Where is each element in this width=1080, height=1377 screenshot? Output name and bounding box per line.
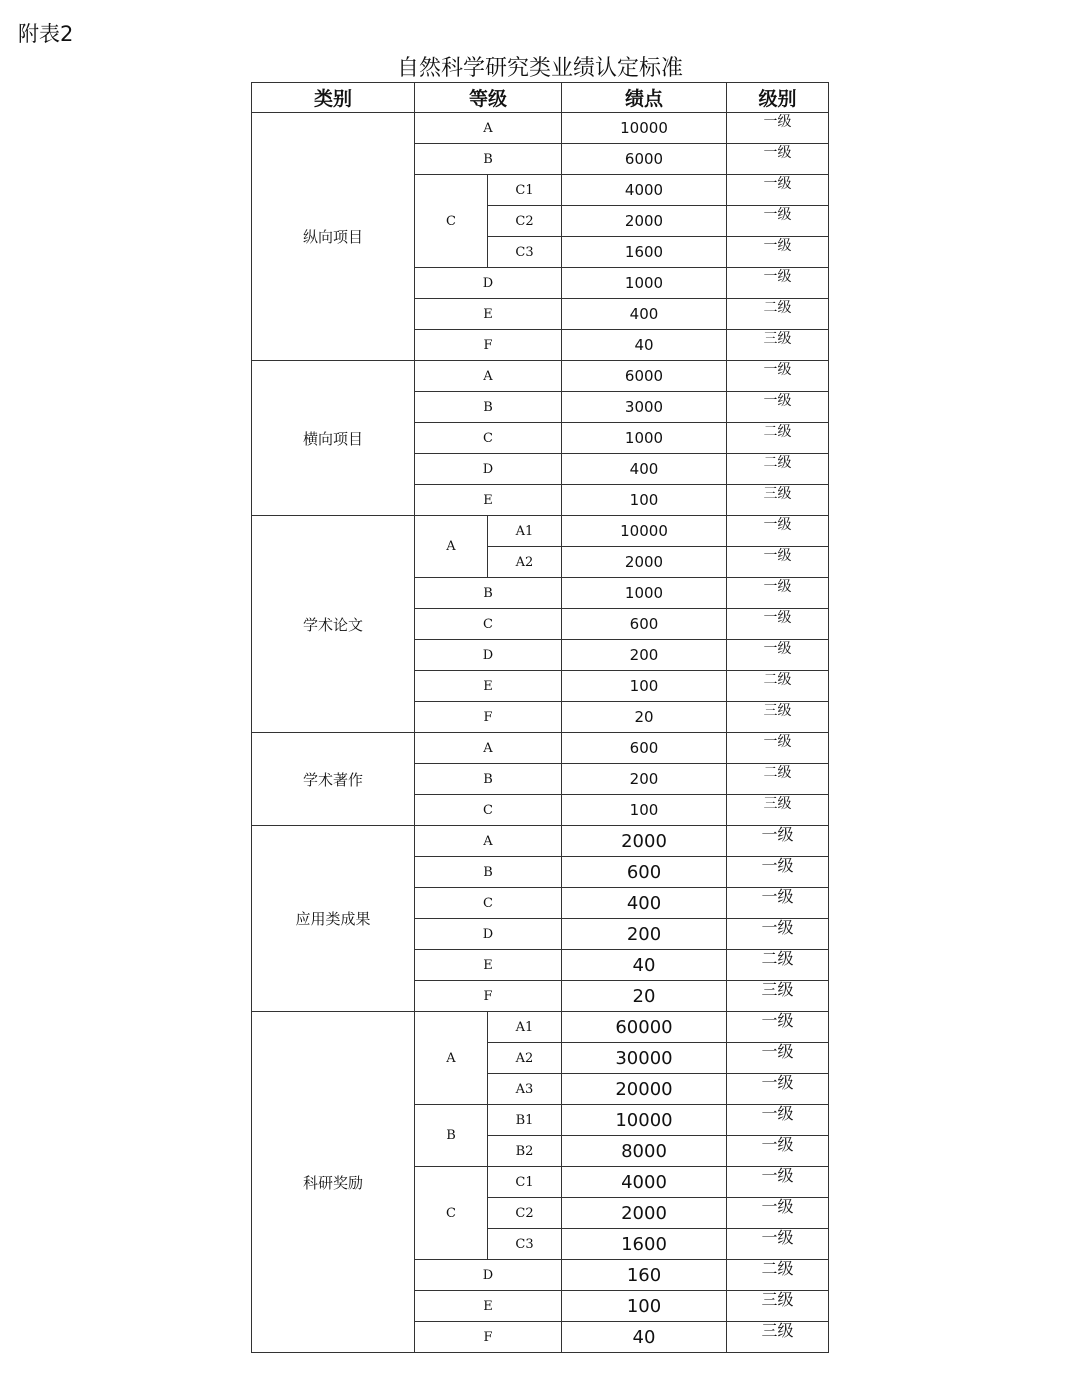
- header-grade: 等级: [415, 83, 562, 113]
- points-cell: 2000: [562, 1198, 727, 1229]
- sub-grade-cell: C1: [488, 1167, 562, 1198]
- level-cell: 一级: [727, 175, 829, 206]
- level-cell: 一级: [727, 516, 829, 547]
- level-cell: 一级: [727, 857, 829, 888]
- points-cell: 600: [562, 857, 727, 888]
- level-cell: 二级: [727, 299, 829, 330]
- table-row: [252, 1012, 829, 1043]
- table-row: [252, 361, 829, 392]
- points-cell: 60000: [562, 1012, 727, 1043]
- level-cell: 一级: [727, 1136, 829, 1167]
- grade-cell: C: [415, 888, 562, 919]
- points-cell: 10000: [562, 113, 727, 144]
- points-cell: 160: [562, 1260, 727, 1291]
- grade-cell: D: [415, 640, 562, 671]
- points-cell: 20000: [562, 1074, 727, 1105]
- sub-grade-cell: A1: [488, 516, 562, 547]
- sub-grade-cell: C2: [488, 1198, 562, 1229]
- points-cell: 6000: [562, 361, 727, 392]
- grade-cell: C: [415, 1167, 488, 1260]
- points-cell: 20: [562, 702, 727, 733]
- level-cell: 一级: [727, 919, 829, 950]
- grade-cell: C: [415, 795, 562, 826]
- level-cell: 一级: [727, 578, 829, 609]
- grade-cell: A: [415, 826, 562, 857]
- grade-cell: A: [415, 733, 562, 764]
- level-cell: 三级: [727, 1322, 829, 1353]
- grade-cell: C: [415, 423, 562, 454]
- sub-grade-cell: C2: [488, 206, 562, 237]
- sub-grade-cell: C1: [488, 175, 562, 206]
- points-cell: 40: [562, 330, 727, 361]
- points-cell: 100: [562, 485, 727, 516]
- points-cell: 10000: [562, 516, 727, 547]
- level-cell: 一级: [727, 361, 829, 392]
- grade-cell: A: [415, 1012, 488, 1105]
- grade-cell: B: [415, 392, 562, 423]
- level-cell: 三级: [727, 795, 829, 826]
- grade-cell: D: [415, 919, 562, 950]
- points-cell: 6000: [562, 144, 727, 175]
- performance-table: [251, 82, 829, 1353]
- level-cell: 二级: [727, 1260, 829, 1291]
- points-cell: 2000: [562, 826, 727, 857]
- grade-cell: E: [415, 485, 562, 516]
- grade-cell: F: [415, 981, 562, 1012]
- table-title: 自然科学研究类业绩认定标准: [396, 56, 683, 81]
- category-cell: 纵向项目: [252, 113, 415, 361]
- grade-cell: B: [415, 857, 562, 888]
- points-cell: 1000: [562, 268, 727, 299]
- category-cell: 横向项目: [252, 361, 415, 516]
- level-cell: 一级: [727, 392, 829, 423]
- grade-cell: C: [415, 609, 562, 640]
- level-cell: 一级: [727, 1043, 829, 1074]
- level-cell: 二级: [727, 950, 829, 981]
- level-cell: 三级: [727, 702, 829, 733]
- sub-grade-cell: A1: [488, 1012, 562, 1043]
- sub-grade-cell: C3: [488, 237, 562, 268]
- level-cell: 一级: [727, 733, 829, 764]
- grade-cell: B: [415, 578, 562, 609]
- level-cell: 一级: [727, 206, 829, 237]
- points-cell: 200: [562, 640, 727, 671]
- points-cell: 4000: [562, 175, 727, 206]
- points-cell: 600: [562, 733, 727, 764]
- level-cell: 三级: [727, 330, 829, 361]
- grade-cell: E: [415, 950, 562, 981]
- grade-cell: C: [415, 175, 488, 268]
- level-cell: 一级: [727, 1074, 829, 1105]
- header-row: [252, 83, 829, 113]
- points-cell: 1000: [562, 578, 727, 609]
- level-cell: 一级: [727, 547, 829, 578]
- level-cell: 二级: [727, 764, 829, 795]
- category-cell: 应用类成果: [252, 826, 415, 1012]
- level-cell: 一级: [727, 826, 829, 857]
- sub-grade-cell: A2: [488, 547, 562, 578]
- category-cell: 学术著作: [252, 733, 415, 826]
- level-cell: 一级: [727, 1012, 829, 1043]
- category-cell: 学术论文: [252, 516, 415, 733]
- points-cell: 1600: [562, 237, 727, 268]
- level-cell: 一级: [727, 888, 829, 919]
- level-cell: 三级: [727, 981, 829, 1012]
- level-cell: 二级: [727, 671, 829, 702]
- category-cell: 科研奖励: [252, 1012, 415, 1353]
- grade-cell: A: [415, 113, 562, 144]
- level-cell: 一级: [727, 609, 829, 640]
- points-cell: 1600: [562, 1229, 727, 1260]
- grade-cell: E: [415, 1291, 562, 1322]
- level-cell: 一级: [727, 144, 829, 175]
- table-row: [252, 826, 829, 857]
- grade-cell: A: [415, 361, 562, 392]
- grade-cell: B: [415, 764, 562, 795]
- points-cell: 40: [562, 950, 727, 981]
- header-category: 类别: [252, 83, 415, 113]
- level-cell: 一级: [727, 1198, 829, 1229]
- sub-grade-cell: A2: [488, 1043, 562, 1074]
- header-level: 级别: [727, 83, 829, 113]
- points-cell: 100: [562, 671, 727, 702]
- points-cell: 400: [562, 299, 727, 330]
- level-cell: 二级: [727, 423, 829, 454]
- points-cell: 400: [562, 888, 727, 919]
- sub-grade-cell: C3: [488, 1229, 562, 1260]
- points-cell: 30000: [562, 1043, 727, 1074]
- grade-cell: E: [415, 299, 562, 330]
- level-cell: 一级: [727, 237, 829, 268]
- points-cell: 200: [562, 764, 727, 795]
- grade-cell: D: [415, 454, 562, 485]
- grade-cell: E: [415, 671, 562, 702]
- points-cell: 1000: [562, 423, 727, 454]
- level-cell: 二级: [727, 454, 829, 485]
- grade-cell: F: [415, 330, 562, 361]
- sub-grade-cell: B2: [488, 1136, 562, 1167]
- sub-grade-cell: B1: [488, 1105, 562, 1136]
- level-cell: 一级: [727, 640, 829, 671]
- points-cell: 2000: [562, 547, 727, 578]
- level-cell: 三级: [727, 1291, 829, 1322]
- grade-cell: D: [415, 1260, 562, 1291]
- table-row: [252, 733, 829, 764]
- level-cell: 三级: [727, 485, 829, 516]
- level-cell: 一级: [727, 1167, 829, 1198]
- grade-cell: B: [415, 1105, 488, 1167]
- sub-grade-cell: A3: [488, 1074, 562, 1105]
- points-cell: 200: [562, 919, 727, 950]
- points-cell: 8000: [562, 1136, 727, 1167]
- points-cell: 4000: [562, 1167, 727, 1198]
- grade-cell: F: [415, 702, 562, 733]
- level-cell: 一级: [727, 1229, 829, 1260]
- grade-cell: F: [415, 1322, 562, 1353]
- points-cell: 40: [562, 1322, 727, 1353]
- grade-cell: A: [415, 516, 488, 578]
- points-cell: 600: [562, 609, 727, 640]
- points-cell: 400: [562, 454, 727, 485]
- points-cell: 10000: [562, 1105, 727, 1136]
- level-cell: 一级: [727, 113, 829, 144]
- header-points: 绩点: [562, 83, 727, 113]
- points-cell: 3000: [562, 392, 727, 423]
- points-cell: 20: [562, 981, 727, 1012]
- annex-label: 附表2: [18, 22, 74, 46]
- grade-cell: B: [415, 144, 562, 175]
- level-cell: 一级: [727, 268, 829, 299]
- table-row: [252, 516, 829, 547]
- points-cell: 2000: [562, 206, 727, 237]
- grade-cell: D: [415, 268, 562, 299]
- points-cell: 100: [562, 1291, 727, 1322]
- table-row: [252, 113, 829, 144]
- level-cell: 一级: [727, 1105, 829, 1136]
- points-cell: 100: [562, 795, 727, 826]
